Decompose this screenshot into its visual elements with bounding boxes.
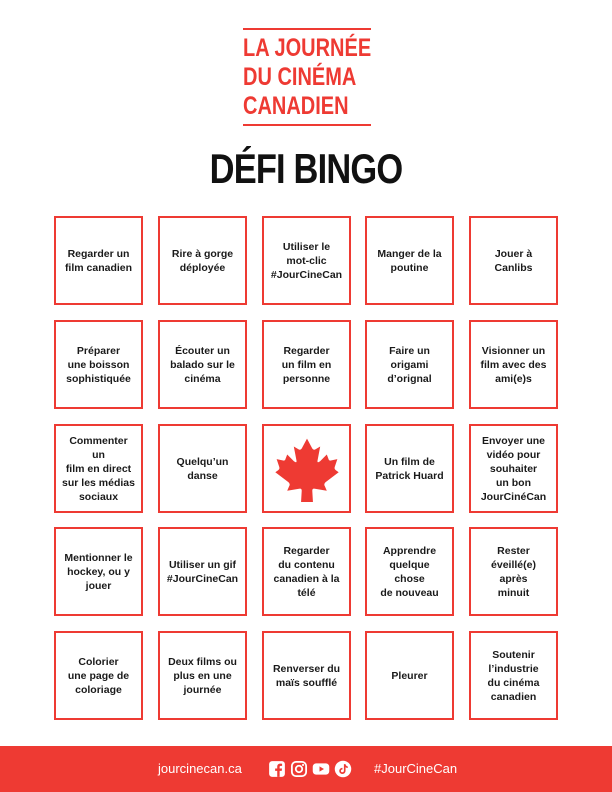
- bingo-cell-text: Préparer une boisson sophistiquée: [66, 344, 131, 385]
- bingo-grid: [54, 216, 558, 720]
- bingo-cell-text: Renverser du maïs soufflé: [272, 662, 341, 689]
- bingo-cell: [262, 320, 351, 409]
- bingo-cell: [262, 527, 351, 616]
- bingo-cell: [54, 320, 143, 409]
- bingo-cell-text: Utiliser le mot-clic #JourCineCan: [270, 240, 343, 281]
- bingo-cell: [469, 424, 558, 513]
- bingo-cell-text: Rester éveillé(e) après minuit: [491, 544, 536, 599]
- bingo-cell: [365, 216, 454, 305]
- bingo-cell: [158, 320, 247, 409]
- bingo-cell-text: Mentionner le hockey, ou y jouer: [64, 551, 133, 592]
- youtube-icon[interactable]: [312, 760, 330, 778]
- bingo-cell-text: Utiliser un gif #JourCineCan: [166, 558, 239, 585]
- bingo-cell-text: Rire à gorge déployée: [171, 247, 234, 274]
- bingo-cell: [469, 631, 558, 720]
- bingo-cell: [365, 320, 454, 409]
- bingo-cell-text: Envoyer une vidéo pour souhaiter un bon JourCinéCan: [480, 434, 547, 503]
- bingo-cell-free: [262, 424, 351, 513]
- bingo-cell-text: Regarder un film en personne: [281, 344, 332, 385]
- bingo-cell: [365, 424, 454, 513]
- bingo-cell-text: Manger de la poutine: [377, 247, 442, 274]
- bingo-cell: [469, 216, 558, 305]
- facebook-icon[interactable]: [268, 760, 286, 778]
- bingo-cell-text: Regarder du contenu canadien à la télé: [273, 544, 340, 599]
- maple-leaf-icon: [274, 436, 340, 502]
- bingo-cell-text: Apprendre quelque chose de nouveau: [380, 544, 439, 599]
- logo-line-3: CANADIEN: [243, 91, 349, 120]
- bingo-cell-text: Faire un origami d’orignal: [387, 344, 432, 385]
- social-icons: [268, 760, 352, 778]
- tiktok-icon[interactable]: [334, 760, 352, 778]
- bingo-cell: [158, 631, 247, 720]
- bingo-cell: [469, 527, 558, 616]
- bingo-cell: [262, 631, 351, 720]
- bingo-cell: [54, 631, 143, 720]
- bingo-cell: [158, 216, 247, 305]
- bingo-cell-text: Commenter un film en direct sur les médias sociaux: [62, 434, 135, 503]
- bingo-cell: [54, 527, 143, 616]
- bingo-cell-text: Colorier une page de coloriage: [67, 655, 130, 696]
- bingo-cell: [54, 216, 143, 305]
- logo-line-2: DU CINÉMA: [243, 62, 357, 91]
- bingo-cell: [54, 424, 143, 513]
- bingo-cell: [158, 424, 247, 513]
- hashtag-label: #JourCineCan: [374, 761, 458, 776]
- bingo-cell: [365, 631, 454, 720]
- bingo-cell-text: Pleurer: [391, 669, 428, 682]
- page-title: DÉFI BINGO: [209, 145, 403, 192]
- bingo-cell: [365, 527, 454, 616]
- logo-line-1: LA JOURNÉE: [243, 33, 372, 62]
- instagram-icon[interactable]: [290, 760, 308, 778]
- logo: [243, 28, 371, 126]
- footer-bar: [0, 746, 612, 792]
- bingo-cell-text: Un film de Patrick Huard: [375, 455, 444, 482]
- bingo-cell: [469, 320, 558, 409]
- bingo-cell-text: Regarder un film canadien: [64, 247, 133, 274]
- bingo-cell-text: Soutenir l’industrie du cinéma canadien: [487, 648, 540, 703]
- bingo-cell-text: Quelqu’un danse: [176, 455, 229, 482]
- bingo-cell-text: Visionner un film avec des ami(e)s: [480, 344, 547, 385]
- website-link[interactable]: jourcinecan.ca: [158, 761, 242, 776]
- bingo-cell: [262, 216, 351, 305]
- bingo-cell: [158, 527, 247, 616]
- bingo-cell-text: Deux films ou plus en une journée: [168, 655, 237, 696]
- bingo-cell-text: Jouer à Canlibs: [494, 247, 533, 274]
- bingo-cell-text: Écouter un balado sur le cinéma: [170, 344, 235, 385]
